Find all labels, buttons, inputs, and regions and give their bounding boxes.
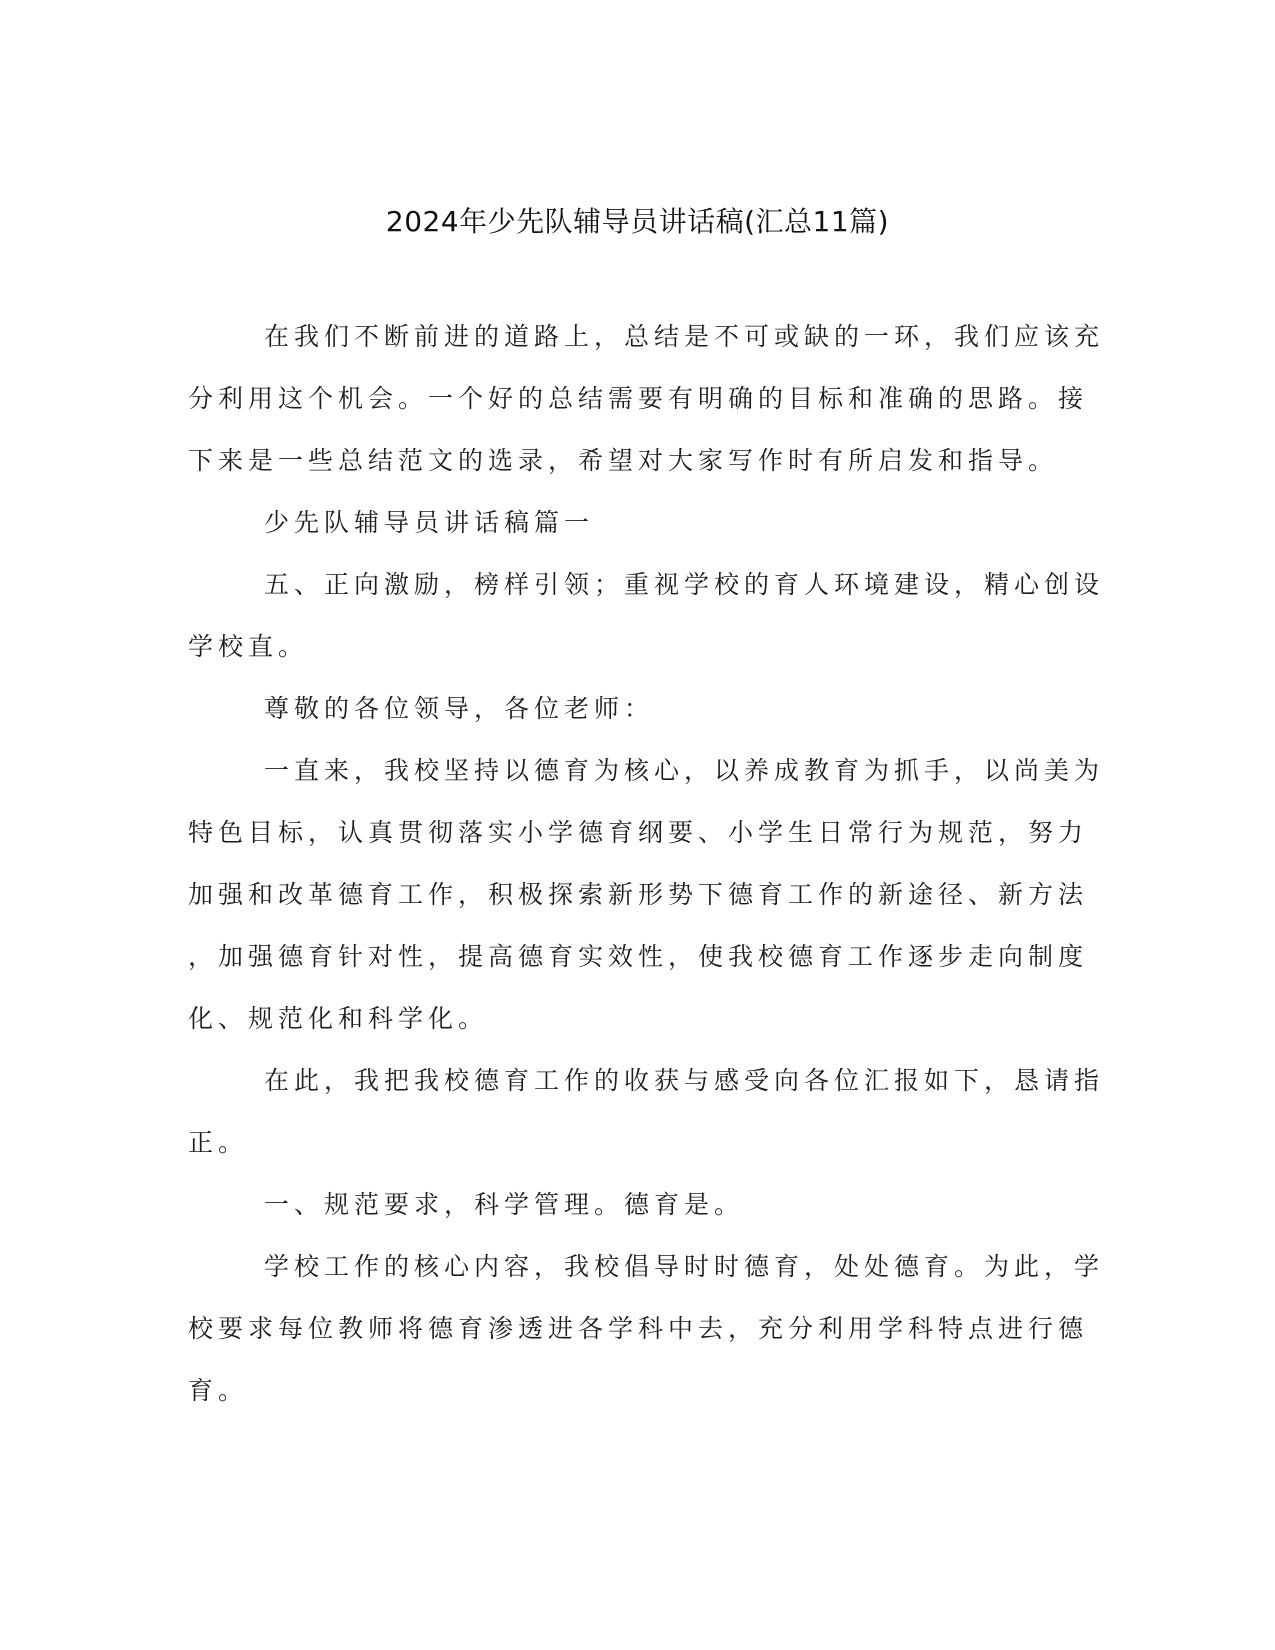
salutation: 尊敬的各位领导，各位老师： bbox=[264, 694, 655, 723]
paragraph-line: 化、规范化和科学化。 bbox=[188, 1004, 489, 1033]
document-title: 2024年少先队辅导员讲话稿(汇总11篇) bbox=[385, 205, 890, 238]
section-heading: 少先队辅导员讲话稿篇一 bbox=[264, 508, 595, 537]
paragraph-line: 校要求每位教师将德育渗透进各学科中去，充分利用学科特点进行德 bbox=[188, 1314, 1089, 1343]
paragraph-line: 学校直。 bbox=[188, 632, 309, 661]
paragraph-line: 分利用这个机会。一个好的总结需要有明确的目标和准确的思路。接 bbox=[188, 384, 1089, 413]
paragraph-line: 特色目标，认真贯彻落实小学德育纲要、小学生日常行为规范，努力 bbox=[188, 818, 1089, 847]
paragraph-line: 育。 bbox=[188, 1376, 249, 1405]
paragraph-line: 加强和改革德育工作，积极探索新形势下德育工作的新途径、新方法 bbox=[188, 880, 1089, 909]
paragraph-line: ，加强德育针对性，提高德育实效性，使我校德育工作逐步走向制度 bbox=[188, 942, 1089, 971]
paragraph-line: 一直来，我校坚持以德育为核心，以养成教育为抓手，以尚美为 bbox=[264, 756, 1105, 785]
paragraph-line: 一、规范要求，科学管理。德育是。 bbox=[264, 1190, 745, 1219]
paragraph-line: 在我们不断前进的道路上，总结是不可或缺的一环，我们应该充 bbox=[264, 322, 1105, 351]
document-body bbox=[188, 306, 1105, 1422]
paragraph-line: 学校工作的核心内容，我校倡导时时德育，处处德育。为此，学 bbox=[264, 1252, 1105, 1281]
paragraph-line: 正。 bbox=[188, 1128, 249, 1157]
paragraph-line: 下来是一些总结范文的选录，希望对大家写作时有所启发和指导。 bbox=[188, 446, 1059, 475]
paragraph-line: 五、正向激励，榜样引领；重视学校的育人环境建设，精心创设 bbox=[264, 570, 1105, 599]
paragraph-line: 在此，我把我校德育工作的收获与感受向各位汇报如下，恳请指 bbox=[264, 1066, 1105, 1095]
